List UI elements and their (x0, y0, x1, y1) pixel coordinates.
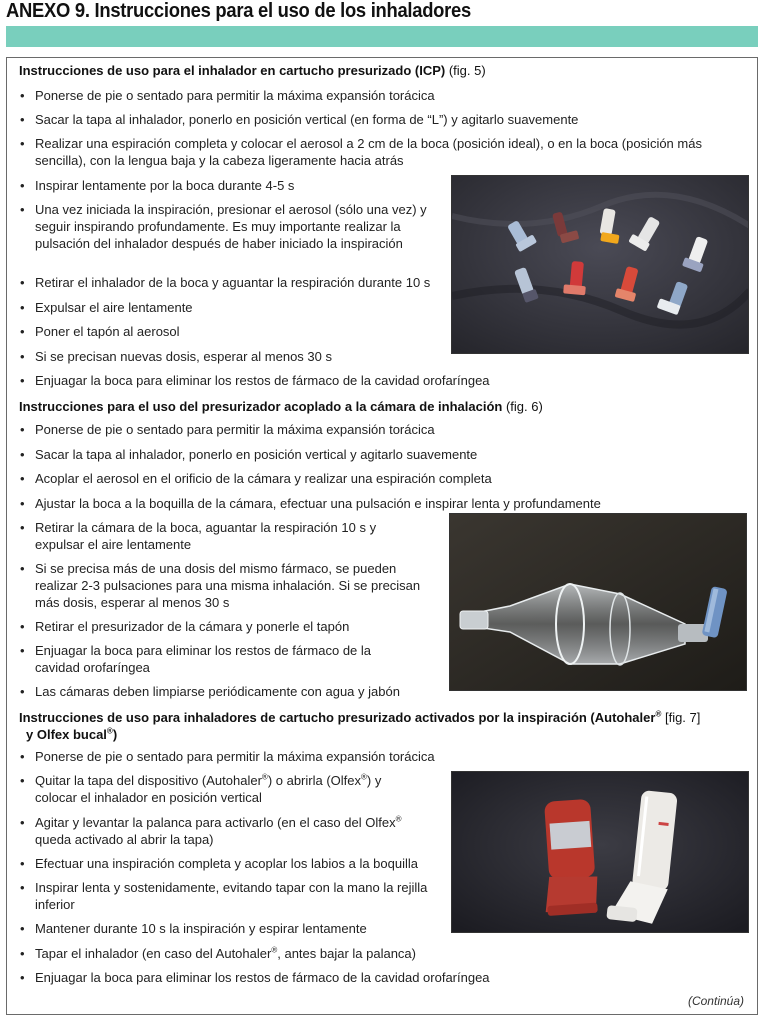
list-item: • Ajustar la boca a la boquilla de la cámara, efectuar una pulsación e inspirar lenta y profundamente (20, 496, 601, 511)
section-heading-chamber: Instrucciones para el uso del presurizador acoplado a la cámara de inhalación (fig. 6) (19, 399, 543, 414)
page-title: ANEXO 9. Instrucciones para el uso de los inhaladores (6, 0, 471, 22)
section-heading-icp: Instrucciones de uso para el inhalador en cartucho presurizado (ICP) (fig. 5) (19, 63, 486, 78)
list-item: • Inspirar lentamente por la boca durante 4-5 s (20, 178, 295, 193)
list-item: • Retirar el inhalador de la boca y aguantar la respiración durante 10 s (20, 275, 431, 290)
list-item: • Sacar la tapa al inhalador, ponerlo en posición vertical (en forma de “L”) y agitarlo suavemente (20, 112, 579, 127)
list-item: • Realizar una espiración completa y colocar el aerosol a 2 cm de la boca (posición ideal), o en la boca (posición más sencilla), con la lengua baja y la cabeza ligeramente hacia atrás (20, 136, 702, 168)
list-item: • Enjuagar la boca para eliminar los restos de fármaco de la cavidad orofaríngea (20, 970, 490, 985)
list-item: • Ponerse de pie o sentado para permitir la máxima expansión torácica (20, 749, 435, 764)
autohaler-illustration (452, 772, 749, 933)
spacer-chamber-photo (449, 513, 747, 691)
inhalers-photo (451, 175, 749, 354)
list-item: • Enjuagar la boca para eliminar los restos de fármaco de la cavidad orofaríngea (20, 373, 490, 388)
list-item: • Las cámaras deben limpiarse periódicamente con agua y jabón (20, 684, 400, 699)
list-item: • Si se precisa más de una dosis del mismo fármaco, se pueden realizar 2-3 pulsaciones para una misma inhalación. Si se precisan más dosis, esperar al menos 30 s (20, 561, 421, 610)
list-item: • Quitar la tapa del dispositivo (Autohaler®) o abrirla (Olfex®) y colocar el inhalador en posición vertical (20, 772, 382, 805)
list-item: • Acoplar el aerosol en el orificio de la cámara y realizar una espiración completa (20, 471, 492, 486)
list-item: • Poner el tapón al aerosol (20, 324, 180, 339)
list-item: • Agitar y levantar la palanca para activarlo (en el caso del Olfex® queda activado al abrir la tapa) (20, 814, 402, 847)
continued-note: (Continúa) (687, 994, 744, 1008)
spacer-illustration (450, 514, 747, 691)
inhalers-illustration (452, 176, 749, 354)
list-item: • Una vez iniciada la inspiración, presionar el aerosol (sólo una vez) y seguir inspirando profundamente. Es muy importante realizar la pulsación del inhalador después de haber iniciado la inspiración (20, 202, 427, 251)
list-item: • Expulsar el aire lentamente (20, 300, 193, 315)
list-item: • Enjuagar la boca para eliminar los restos de fármaco de la cavidad orofaríngea (20, 643, 372, 675)
list-item: • Inspirar lenta y sostenidamente, evitando tapar con la mano la rejilla inferior (20, 880, 428, 912)
list-item: • Mantener durante 10 s la inspiración y espirar lentamente (20, 921, 367, 936)
title-color-bar (6, 26, 758, 47)
list-item: • Efectuar una inspiración completa y acoplar los labios a la boquilla (20, 856, 418, 871)
list-item: • Ponerse de pie o sentado para permitir la máxima expansión torácica (20, 88, 435, 103)
autohaler-photo (451, 771, 749, 933)
list-item: • Tapar el inhalador (en caso del Autohaler®, antes bajar la palanca) (20, 945, 416, 961)
list-item: • Retirar la cámara de la boca, aguantar la respiración 10 s y expulsar el aire lentamente (20, 520, 377, 552)
section-heading-autohaler: Instrucciones de uso para inhaladores de cartucho presurizado activados por la inspiración (Autohaler® [fig. 7] y Olfex bucal®) (19, 709, 701, 742)
list-item: • Ponerse de pie o sentado para permitir la máxima expansión torácica (20, 422, 435, 437)
list-item: • Si se precisan nuevas dosis, esperar al menos 30 s (20, 349, 332, 364)
list-item: • Retirar el presurizador de la cámara y ponerle el tapón (20, 619, 350, 634)
list-item: • Sacar la tapa al inhalador, ponerlo en posición vertical y agitarlo suavemente (20, 447, 478, 462)
